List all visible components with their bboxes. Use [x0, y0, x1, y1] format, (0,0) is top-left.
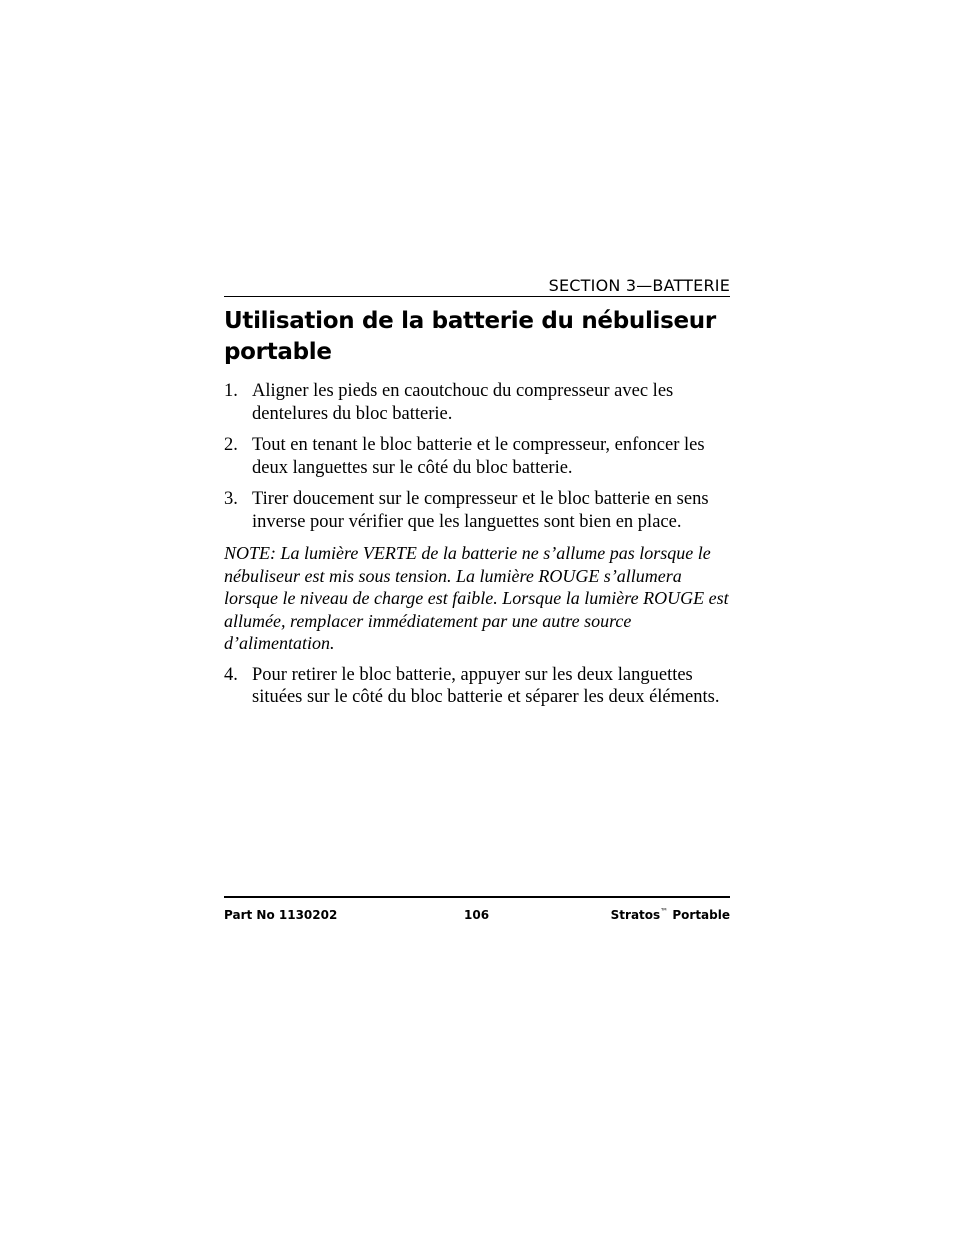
part-number: Part No 1130202 — [224, 908, 338, 922]
section-header: SECTION 3—BATTERIE — [548, 276, 730, 295]
step-number: 4. — [224, 664, 238, 685]
step-2 — [224, 434, 730, 479]
instruction-steps — [224, 380, 730, 533]
step-1 — [224, 380, 730, 425]
footer-row — [224, 908, 730, 928]
product-suffix: Portable — [672, 908, 730, 922]
page-footer — [224, 896, 730, 928]
battery-light-note: NOTE: La lumière VERTE de la batterie ne s’allume pas lorsque le nébuliseur est mis sous tension. La lumière ROUGE s’allumera lorsque le niveau de charge est faible. Lorsque la lumière ROUGE est allumée, remplacer immédiatement par une autre source d’alimentation. — [224, 543, 729, 653]
trademark-symbol: ™ — [660, 907, 669, 916]
instruction-steps-continued — [224, 664, 730, 709]
product-brand: Stratos — [610, 908, 661, 922]
page-number: 106 — [464, 908, 490, 922]
step-text: Tirer doucement sur le compresseur et le bloc batterie en sens inverse pour vérifier que les languettes sont bien en place. — [252, 489, 709, 532]
page-content — [224, 276, 730, 718]
step-3 — [224, 488, 730, 533]
step-text: Pour retirer le bloc batterie, appuyer sur les deux languettes situées sur le côté du bloc batterie et séparer les deux éléments. — [252, 664, 720, 707]
footer-rule — [224, 896, 730, 898]
step-number: 2. — [224, 435, 238, 455]
step-4 — [224, 664, 730, 709]
step-number: 3. — [224, 489, 238, 509]
step-text: Tout en tenant le bloc batterie et le compresseur, enfoncer les deux languettes sur le côté du bloc batterie. — [252, 435, 705, 478]
page-title: Utilisation de la batterie du nébuliseur portable — [224, 308, 716, 365]
step-number: 1. — [224, 381, 238, 401]
product-name — [611, 908, 730, 922]
step-text: Aligner les pieds en caoutchouc du compresseur avec les dentelures du bloc batterie. — [252, 381, 674, 424]
section-rule — [224, 296, 730, 297]
